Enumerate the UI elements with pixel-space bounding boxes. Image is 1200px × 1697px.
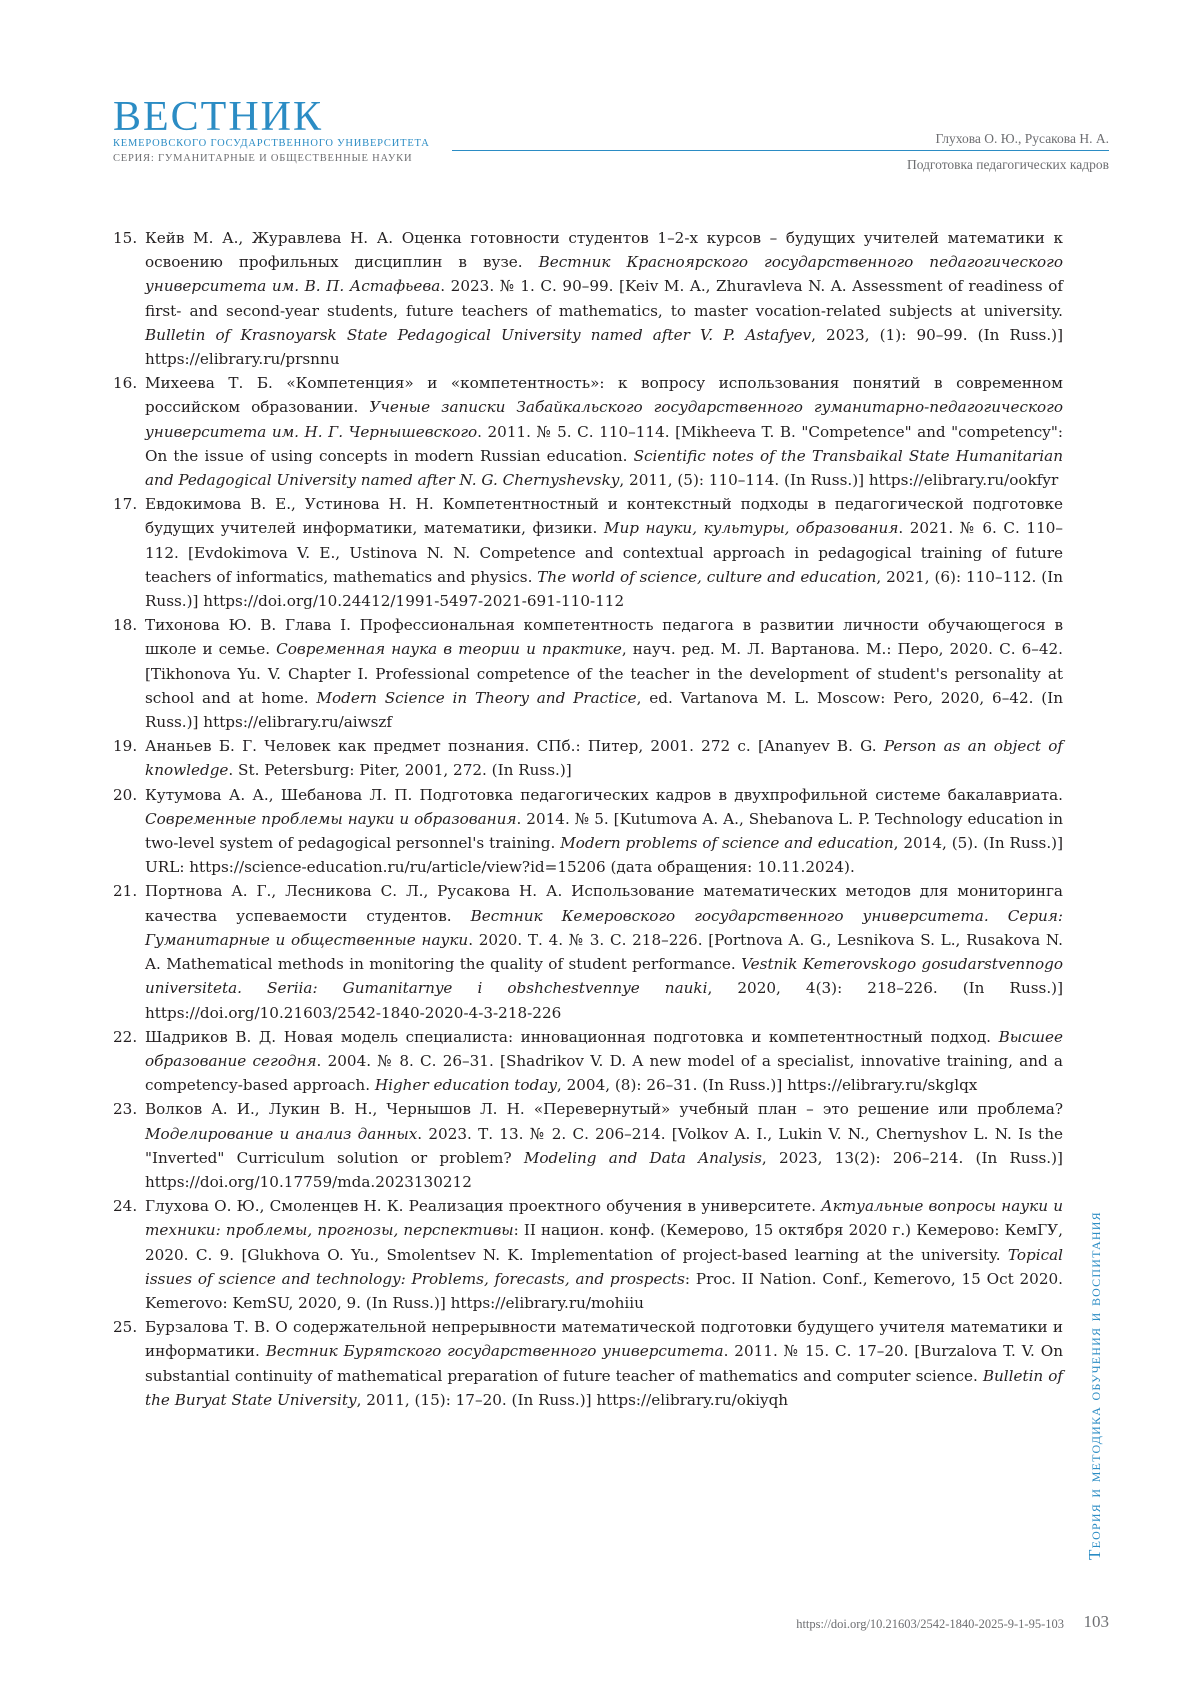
reference-text: Портнова А. Г., Лесникова С. Л., Русакова Н. А. Использование математических методов для мониторинга качества успеваемости студентов. [145,882,1063,925]
reference-item [113,783,1063,880]
reference-text: Евдокимова В. Е., Устинова Н. Н. Компетентностный и контекстный подходы в педагогической подготовке будущих учителей информатики, математики, физики. [145,495,1063,538]
reference-number: 20. [113,785,138,804]
journal-subtitle: КЕМЕРОВСКОГО ГОСУДАРСТВЕННОГО УНИВЕРСИТЕТА [113,138,430,149]
reference-source-title: Bulletin of the Buryat State University [145,1366,1063,1409]
reference-source-title: Вестник Красноярского государственного педагогического университета им. В. П. Астафьева [145,253,1063,296]
reference-text: : Proc. II Nation. Conf., Kemerovo, 15 Oct 2020. Kemerovo: KemSU, 2020, 9. (In Russ.)] https://elibrary.ru/mohiiu [145,1269,1064,1312]
header-divider [452,150,1109,151]
reference-text: : II национ. конф. (Кемерово, 15 октября 2020 г.) Кемерово: КемГУ, 2020. С. 9. [Glukhova O. Yu., Smolentsev N. K. Implementation of project-based learning at the university. [145,1221,1063,1264]
reference-source-title: Person as an object of knowledge [145,737,1063,780]
reference-source-title: The world of science, culture and education [537,567,877,586]
reference-text: Шадриков В. Д. Новая модель специалиста: инновационная подготовка и компетентностный подход. [145,1027,999,1046]
reference-text: Кейв М. А., Журавлева Н. А. Оценка готовности студентов 1–2-х курсов – будущих учителей математики к освоению профильных дисциплин в вузе. [145,229,1063,272]
reference-number: 21. [113,882,138,901]
reference-source-title: Вестник Кемеровского государственного университета. Серия: Гуманитарные и общественные науки [145,906,1063,949]
footer-doi[interactable]: https://doi.org/10.21603/2542-1840-2025-9-1-95-103 [796,1617,1064,1631]
reference-number: 16. [113,374,138,393]
reference-item [113,1025,1063,1098]
reference-item [113,371,1063,492]
reference-number: 15. [113,229,138,247]
reference-text: , 2023, (1): 90–99. (In Russ.)] https://elibrary.ru/prsnnu [145,325,1064,369]
journal-title: ВЕСТНИК [113,94,324,140]
reference-text: , ed. Vartanova M. L. Moscow: Pero, 2020, 6–42. (In Russ.)] https://elibrary.ru/aiwszf [145,688,1063,732]
reference-item [113,226,1063,371]
journal-series: СЕРИЯ: ГУМАНИТАРНЫЕ И ОБЩЕСТВЕННЫЕ НАУКИ [113,153,413,164]
reference-source-title: Вестник Бурятского государственного университета [265,1342,724,1361]
reference-source-title: Ученые записки Забайкальского государственного гуманитарно-педагогического университета им. Н. Г. Чернышевского [145,398,1063,441]
reference-source-title: Scientific notes of the Transbaikal State Humanitarian and Pedagogical University named after N. G. Chernyshevsky [145,446,1063,490]
reference-source-title: Modern problems of science and education [560,834,894,853]
running-section: Подготовка педагогических кадров [906,157,1109,172]
reference-text: . 2021. № 6. С. 110–112. [Evdokimova V. E., Ustinova N. N. Competence and contextual approach in pedagogical training of future teachers of informatics, mathematics and physics. [145,519,1063,586]
reference-source-title: Modern Science in Theory and Practice [316,688,637,707]
reference-text: . 2023. Т. 13. № 2. С. 206–214. [Volkov A. I., Lukin V. N., Chernyshov L. N. Is the "Inverted" Curriculum solution or problem? [145,1124,1063,1167]
reference-text: Глухова О. Ю., Смоленцев Н. К. Реализация проектного обучения в университете. [145,1197,822,1216]
reference-text: Волков А. И., Лукин В. Н., Чернышов Л. Н. «Перевернутый» учебный план – это решение или проблема? [145,1100,1063,1119]
reference-item [113,1097,1063,1194]
reference-item [113,879,1063,1024]
reference-text: Кутумова А. А., Шебанова Л. П. Подготовка педагогических кадров в двухпрофильной системе бакалавриата. [145,785,1063,804]
reference-item [113,1315,1063,1412]
reference-text: , 2020, 4(3): 218–226. (In Russ.)] https://doi.org/10.21603/2542-1840-2020-4-3-218-226 [145,979,1064,1022]
reference-source-title: Мир науки, культуры, образования [603,519,899,538]
reference-text: . 2020. Т. 4. № 3. С. 218–226. [Portnova A. G., Lesnikova S. L., Rusakova N. A. Mathematical methods in monitoring the quality of student performance. [145,930,1063,974]
reference-text: Ананьев Б. Г. Человек как предмет познания. СПб.: Питер, 2001. 272 с. [Ananyev B. G. [145,737,884,756]
reference-text: . 2004. № 8. С. 26–31. [Shadrikov V. D. A new model of a specialist, innovative training, and a competency-based approach. [145,1051,1063,1095]
reference-text: , 2011, (15): 17–20. (In Russ.)] https://elibrary.ru/okiyqh [356,1390,789,1409]
reference-text: , 2004, (8): 26–31. (In Russ.)] https://elibrary.ru/skglqx [556,1076,978,1095]
reference-text: , 2023, 13(2): 206–214. (In Russ.)] https://doi.org/10.17759/mda.2023130212 [145,1148,1063,1191]
reference-text: , науч. ред. М. Л. Вартанова. М.: Перо, 2020. С. 6–42. [Tikhonova Yu. V. Chapter I. Professional competence of the teacher in the development of student's personality at school and at home. [145,640,1063,707]
reference-text: , 2011, (5): 110–114. (In Russ.)] https://elibrary.ru/ookfyr [619,471,1059,490]
reference-number: 24. [113,1197,138,1216]
reference-source-title: Bulletin of Krasnoyarsk State Pedagogical University named after V. P. Astafyev [145,325,812,344]
reference-text: , 2021, (6): 110–112. (In Russ.)] https://doi.org/10.24412/1991-5497-2021-691-110-112 [145,567,1063,611]
reference-source-title: Modeling and Data Analysis [523,1148,762,1167]
reference-source-title: Актуальные вопросы науки и техники: проблемы, прогнозы, перспективы [145,1197,1063,1240]
journal-masthead [113,94,430,164]
reference-number: 19. [113,737,138,756]
reference-list [113,226,1063,1412]
reference-source-title: Современная наука в теории и практике [276,640,622,659]
reference-text: . St. Petersburg: Piter, 2001, 272. (In Russ.)] [228,761,572,780]
reference-source-title: Высшее образование сегодня [145,1027,1063,1070]
reference-text: . 2014. № 5. [Kutumova A. A., Shebanova L. P. Technology education in two-level system of pedagogical personnel's training. [145,809,1063,853]
reference-source-title: Vestnik Kemerovskogo gosudarstvennogo universiteta. Seriia: Gumanitarnye i obshchestvennye nauki [145,955,1063,998]
reference-text: Бурзалова Т. В. О содержательной непрерывности математической подготовки будущего учителя математики и информатики. [145,1318,1063,1361]
reference-number: 23. [113,1100,138,1119]
reference-number: 17. [113,495,138,514]
side-running-title: Теория и методика обучения и воспитания [1085,1211,1104,1560]
reference-source-title: Современные проблемы науки и образования [145,809,517,828]
reference-text: . 2023. № 1. С. 90–99. [Keiv M. A., Zhuravleva N. A. Assessment of readiness of first- and second-year students, future teachers of mathematics, to master vocation-related subjects at university. [145,277,1063,320]
reference-source-title: Topical issues of science and technology: Problems, forecasts, and prospects [145,1245,1063,1288]
reference-text: . 2011. № 15. С. 17–20. [Burzalova T. V. On substantial continuity of mathematical preparation of future teacher of mathematics and computer science. [145,1342,1063,1385]
reference-item [113,613,1063,734]
reference-text: Михеева Т. Б. «Компетенция» и «компетентность»: к вопросу использования понятий в современном российском образовании. [145,374,1063,417]
reference-item [113,1194,1063,1315]
reference-item [113,492,1063,613]
reference-number: 18. [113,616,138,635]
reference-text: Тихонова Ю. В. Глава I. Профессиональная компетентность педагога в развитии личности обучающегося в школе и семье. [145,616,1063,659]
reference-source-title: Higher education today [374,1076,557,1095]
reference-item [113,734,1063,782]
reference-text: . 2011. № 5. С. 110–114. [Mikheeva T. B. "Competence" and "competency": On the issue of using concepts in modern Russian education. [145,422,1063,465]
reference-source-title: Моделирование и анализ данных [145,1124,418,1143]
reference-text: , 2014, (5). (In Russ.)] URL: https://science-education.ru/ru/article/view?id=15206 (дата обращения: 10.11.2024). [145,834,1064,877]
reference-number: 25. [113,1318,138,1337]
reference-number: 22. [113,1027,138,1046]
running-authors: Глухова О. Ю., Русакова Н. А. [935,131,1109,146]
page-number: 103 [1083,1612,1109,1631]
